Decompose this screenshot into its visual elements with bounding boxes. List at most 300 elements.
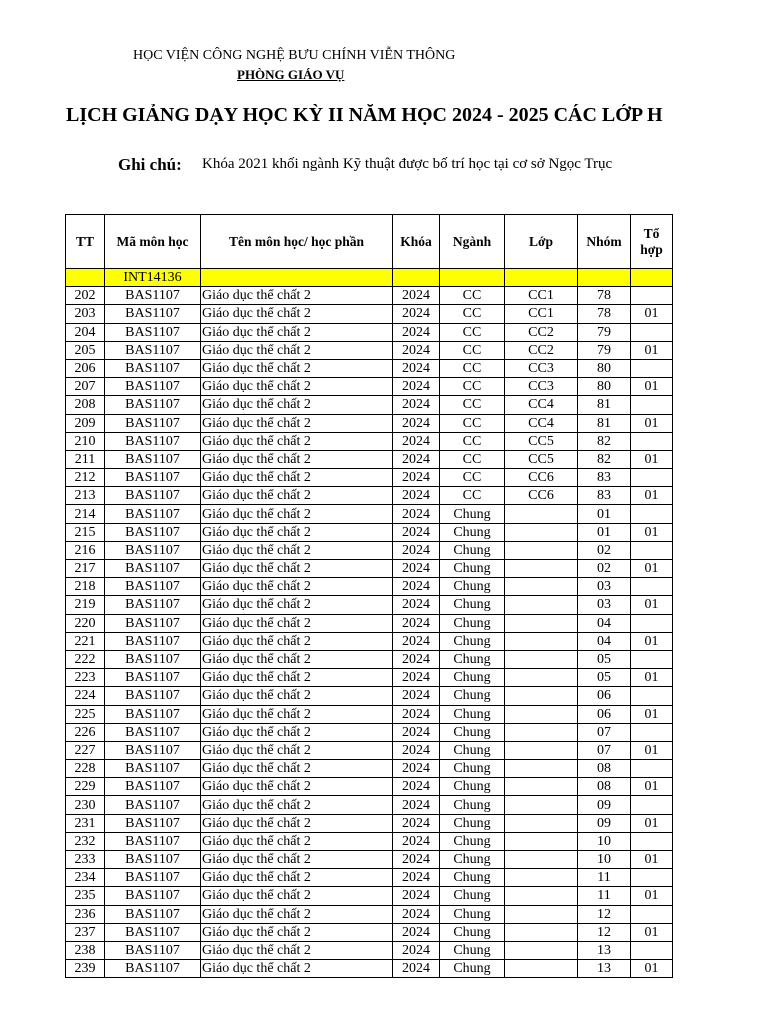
table-cell: 07 <box>578 741 631 759</box>
table-cell <box>631 650 673 668</box>
table-cell: 211 <box>66 450 105 468</box>
table-cell <box>631 541 673 559</box>
table-cell: CC <box>440 469 505 487</box>
table-cell: 230 <box>66 796 105 814</box>
table-cell: 222 <box>66 650 105 668</box>
table-cell <box>66 269 105 287</box>
table-cell: Chung <box>440 687 505 705</box>
table-cell: 221 <box>66 632 105 650</box>
table-cell: CC <box>440 396 505 414</box>
table-cell: Giáo dục thể chất 2 <box>201 760 393 778</box>
table-cell: 01 <box>631 705 673 723</box>
table-row <box>66 650 673 668</box>
table-cell: 02 <box>578 560 631 578</box>
highlight-row <box>66 269 673 287</box>
table-cell: 12 <box>578 923 631 941</box>
table-cell <box>631 687 673 705</box>
table-cell <box>631 396 673 414</box>
table-cell: CC5 <box>505 432 578 450</box>
table-cell <box>505 723 578 741</box>
table-cell <box>505 269 578 287</box>
table-cell: 82 <box>578 432 631 450</box>
table-cell: CC1 <box>505 305 578 323</box>
table-cell <box>505 832 578 850</box>
table-cell <box>505 523 578 541</box>
table-cell: 213 <box>66 487 105 505</box>
table-row <box>66 887 673 905</box>
table-cell: 205 <box>66 341 105 359</box>
table-row <box>66 323 673 341</box>
schedule-table <box>65 214 673 978</box>
table-cell: Chung <box>440 814 505 832</box>
table-cell: BAS1107 <box>105 614 201 632</box>
table-cell: 219 <box>66 596 105 614</box>
table-cell: 223 <box>66 669 105 687</box>
table-cell: BAS1107 <box>105 632 201 650</box>
table-row <box>66 614 673 632</box>
table-cell: 01 <box>631 596 673 614</box>
table-cell: Giáo dục thể chất 2 <box>201 341 393 359</box>
table-cell: 237 <box>66 923 105 941</box>
table-cell: 01 <box>631 523 673 541</box>
table-cell: 11 <box>578 869 631 887</box>
table-cell: Chung <box>440 887 505 905</box>
table-cell: BAS1107 <box>105 851 201 869</box>
table-cell: Chung <box>440 760 505 778</box>
table-cell: Chung <box>440 723 505 741</box>
table-cell <box>631 723 673 741</box>
table-cell: 2024 <box>393 560 440 578</box>
table-cell: 2024 <box>393 650 440 668</box>
table-cell: Giáo dục thể chất 2 <box>201 378 393 396</box>
table-cell <box>631 905 673 923</box>
table-cell <box>631 832 673 850</box>
table-cell: Chung <box>440 778 505 796</box>
table-cell: 214 <box>66 505 105 523</box>
table-cell <box>578 269 631 287</box>
table-cell: BAS1107 <box>105 669 201 687</box>
table-cell: 01 <box>631 341 673 359</box>
table-cell: BAS1107 <box>105 414 201 432</box>
table-row <box>66 923 673 941</box>
table-cell: 03 <box>578 578 631 596</box>
table-cell: 01 <box>631 778 673 796</box>
table-row <box>66 869 673 887</box>
table-row <box>66 414 673 432</box>
table-cell: Chung <box>440 578 505 596</box>
table-cell: Chung <box>440 796 505 814</box>
table-cell: 12 <box>578 905 631 923</box>
table-row <box>66 396 673 414</box>
table-cell: 01 <box>631 450 673 468</box>
table-cell: 10 <box>578 832 631 850</box>
table-cell <box>505 632 578 650</box>
table-cell: Chung <box>440 650 505 668</box>
table-cell: CC <box>440 287 505 305</box>
table-cell: 231 <box>66 814 105 832</box>
table-cell: 01 <box>631 414 673 432</box>
table-cell: BAS1107 <box>105 523 201 541</box>
table-cell: Giáo dục thể chất 2 <box>201 450 393 468</box>
table-cell: 05 <box>578 669 631 687</box>
table-cell: Chung <box>440 905 505 923</box>
table-cell: BAS1107 <box>105 396 201 414</box>
table-cell <box>505 705 578 723</box>
table-cell: 83 <box>578 487 631 505</box>
table-cell <box>505 778 578 796</box>
table-cell: BAS1107 <box>105 359 201 377</box>
table-cell: 01 <box>631 305 673 323</box>
table-cell: 2024 <box>393 869 440 887</box>
table-cell: Giáo dục thể chất 2 <box>201 432 393 450</box>
column-header: Tên môn học/ học phần <box>201 215 393 269</box>
table-cell: CC5 <box>505 450 578 468</box>
table-row <box>66 814 673 832</box>
table-cell: 13 <box>578 941 631 959</box>
table-cell <box>631 505 673 523</box>
table-cell: 08 <box>578 760 631 778</box>
table-cell: 2024 <box>393 396 440 414</box>
table-cell: 227 <box>66 741 105 759</box>
table-cell: 01 <box>631 560 673 578</box>
table-cell: BAS1107 <box>105 287 201 305</box>
table-cell: BAS1107 <box>105 760 201 778</box>
table-cell: Giáo dục thể chất 2 <box>201 814 393 832</box>
table-cell <box>631 469 673 487</box>
table-cell: 233 <box>66 851 105 869</box>
table-cell: 2024 <box>393 432 440 450</box>
table-cell: Giáo dục thể chất 2 <box>201 632 393 650</box>
table-cell: CC4 <box>505 414 578 432</box>
table-cell <box>505 578 578 596</box>
table-cell: BAS1107 <box>105 487 201 505</box>
table-row <box>66 359 673 377</box>
table-cell <box>440 269 505 287</box>
table-cell: 2024 <box>393 359 440 377</box>
table-cell: Chung <box>440 960 505 978</box>
table-cell <box>631 614 673 632</box>
table-cell <box>505 741 578 759</box>
table-cell: 05 <box>578 650 631 668</box>
table-cell: BAS1107 <box>105 832 201 850</box>
table-row <box>66 432 673 450</box>
table-row <box>66 796 673 814</box>
column-header: Nhóm <box>578 215 631 269</box>
table-cell: 11 <box>578 887 631 905</box>
table-cell: 82 <box>578 450 631 468</box>
table-cell: 2024 <box>393 905 440 923</box>
table-cell: 228 <box>66 760 105 778</box>
table-cell: 2024 <box>393 851 440 869</box>
table-cell: Giáo dục thể chất 2 <box>201 650 393 668</box>
table-cell: Giáo dục thể chất 2 <box>201 923 393 941</box>
table-cell <box>505 814 578 832</box>
table-cell: Giáo dục thể chất 2 <box>201 851 393 869</box>
table-cell: 2024 <box>393 450 440 468</box>
table-cell: Giáo dục thể chất 2 <box>201 487 393 505</box>
table-cell: Chung <box>440 632 505 650</box>
table-cell <box>631 941 673 959</box>
table-cell: Giáo dục thể chất 2 <box>201 396 393 414</box>
table-row <box>66 851 673 869</box>
table-cell: 236 <box>66 905 105 923</box>
table-cell: Chung <box>440 869 505 887</box>
table-cell: Giáo dục thể chất 2 <box>201 705 393 723</box>
table-cell <box>631 323 673 341</box>
table-row <box>66 541 673 559</box>
table-cell: BAS1107 <box>105 596 201 614</box>
table-header-row <box>66 215 673 269</box>
table-cell: 2024 <box>393 614 440 632</box>
table-cell: 80 <box>578 378 631 396</box>
table-cell: Giáo dục thể chất 2 <box>201 741 393 759</box>
table-cell <box>631 869 673 887</box>
table-cell: Giáo dục thể chất 2 <box>201 323 393 341</box>
table-cell <box>505 541 578 559</box>
table-cell: 02 <box>578 541 631 559</box>
table-cell: 2024 <box>393 287 440 305</box>
table-row <box>66 469 673 487</box>
table-cell: 2024 <box>393 687 440 705</box>
table-row <box>66 687 673 705</box>
table-cell: CC4 <box>505 396 578 414</box>
table-cell: 2024 <box>393 669 440 687</box>
table-cell: Giáo dục thể chất 2 <box>201 541 393 559</box>
table-cell: 13 <box>578 960 631 978</box>
table-cell: 239 <box>66 960 105 978</box>
table-cell: Giáo dục thể chất 2 <box>201 687 393 705</box>
table-cell <box>631 578 673 596</box>
table-cell: 80 <box>578 359 631 377</box>
table-cell: BAS1107 <box>105 378 201 396</box>
table-cell <box>505 960 578 978</box>
table-cell: Chung <box>440 741 505 759</box>
table-cell: 2024 <box>393 705 440 723</box>
table-cell: Chung <box>440 541 505 559</box>
table-cell: 2024 <box>393 487 440 505</box>
table-cell: Giáo dục thể chất 2 <box>201 778 393 796</box>
table-cell: 225 <box>66 705 105 723</box>
table-cell: BAS1107 <box>105 687 201 705</box>
table-cell: Giáo dục thể chất 2 <box>201 560 393 578</box>
table-cell <box>393 269 440 287</box>
table-cell: 01 <box>631 632 673 650</box>
table-row <box>66 305 673 323</box>
table-cell: BAS1107 <box>105 450 201 468</box>
table-cell: 235 <box>66 887 105 905</box>
table-row <box>66 341 673 359</box>
table-cell: 2024 <box>393 814 440 832</box>
table-cell: 01 <box>631 487 673 505</box>
table-cell: BAS1107 <box>105 469 201 487</box>
table-cell: CC <box>440 323 505 341</box>
table-cell <box>505 560 578 578</box>
table-cell: 81 <box>578 414 631 432</box>
table-cell: Giáo dục thể chất 2 <box>201 905 393 923</box>
table-cell: 01 <box>631 923 673 941</box>
table-cell: 2024 <box>393 796 440 814</box>
table-row <box>66 487 673 505</box>
table-cell: BAS1107 <box>105 541 201 559</box>
table-cell: BAS1107 <box>105 432 201 450</box>
table-cell: Giáo dục thể chất 2 <box>201 669 393 687</box>
table-cell: 01 <box>631 378 673 396</box>
table-cell: Chung <box>440 832 505 850</box>
table-cell: Chung <box>440 505 505 523</box>
table-cell: CC3 <box>505 359 578 377</box>
table-cell: 210 <box>66 432 105 450</box>
table-cell: 04 <box>578 632 631 650</box>
table-cell: 202 <box>66 287 105 305</box>
table-cell: 79 <box>578 341 631 359</box>
table-cell <box>631 287 673 305</box>
table-row <box>66 578 673 596</box>
table-cell: 2024 <box>393 414 440 432</box>
table-cell: 216 <box>66 541 105 559</box>
table-cell: 2024 <box>393 760 440 778</box>
table-cell: BAS1107 <box>105 723 201 741</box>
table-cell: CC <box>440 450 505 468</box>
table-cell <box>505 687 578 705</box>
table-cell: 01 <box>578 523 631 541</box>
table-cell: BAS1107 <box>105 341 201 359</box>
table-row <box>66 632 673 650</box>
table-cell: 2024 <box>393 341 440 359</box>
table-cell: BAS1107 <box>105 650 201 668</box>
table-cell: CC <box>440 487 505 505</box>
table-cell: BAS1107 <box>105 869 201 887</box>
table-cell: 78 <box>578 305 631 323</box>
table-cell: Giáo dục thể chất 2 <box>201 887 393 905</box>
table-row <box>66 505 673 523</box>
table-cell: 207 <box>66 378 105 396</box>
note-label: Ghi chú: <box>118 155 182 174</box>
table-cell: Giáo dục thể chất 2 <box>201 505 393 523</box>
table-cell: CC2 <box>505 341 578 359</box>
table-cell: BAS1107 <box>105 923 201 941</box>
table-cell <box>505 887 578 905</box>
table-cell: BAS1107 <box>105 741 201 759</box>
table-cell: Giáo dục thể chất 2 <box>201 960 393 978</box>
table-row <box>66 760 673 778</box>
table-cell <box>505 596 578 614</box>
table-cell: Giáo dục thể chất 2 <box>201 469 393 487</box>
table-cell: BAS1107 <box>105 960 201 978</box>
table-cell: 78 <box>578 287 631 305</box>
table-cell <box>631 269 673 287</box>
table-cell: 226 <box>66 723 105 741</box>
table-cell: 238 <box>66 941 105 959</box>
table-cell: CC <box>440 378 505 396</box>
table-cell: 209 <box>66 414 105 432</box>
column-header: Ngành <box>440 215 505 269</box>
table-cell <box>505 905 578 923</box>
table-cell: 2024 <box>393 723 440 741</box>
table-cell: BAS1107 <box>105 796 201 814</box>
table-row <box>66 723 673 741</box>
table-cell: 229 <box>66 778 105 796</box>
table-cell: 232 <box>66 832 105 850</box>
table-cell: Chung <box>440 523 505 541</box>
table-cell: Giáo dục thể chất 2 <box>201 287 393 305</box>
table-cell <box>505 796 578 814</box>
table-cell: 2024 <box>393 323 440 341</box>
table-cell: CC <box>440 414 505 432</box>
table-row <box>66 705 673 723</box>
table-cell: 79 <box>578 323 631 341</box>
table-cell: 212 <box>66 469 105 487</box>
table-cell <box>631 359 673 377</box>
table-cell: Giáo dục thể chất 2 <box>201 614 393 632</box>
table-cell: 09 <box>578 814 631 832</box>
table-cell: 224 <box>66 687 105 705</box>
table-cell: Giáo dục thể chất 2 <box>201 523 393 541</box>
table-cell: 2024 <box>393 741 440 759</box>
note-text: Khóa 2021 khối ngành Kỹ thuật được bố trí học tại cơ sở Ngọc Trục <box>202 156 613 172</box>
table-cell: 2024 <box>393 632 440 650</box>
table-cell <box>505 851 578 869</box>
table-cell: Giáo dục thể chất 2 <box>201 305 393 323</box>
table-cell: 203 <box>66 305 105 323</box>
table-cell: 06 <box>578 705 631 723</box>
table-cell: BAS1107 <box>105 305 201 323</box>
table-cell <box>505 614 578 632</box>
table-cell <box>631 432 673 450</box>
table-row <box>66 287 673 305</box>
table-cell: Chung <box>440 705 505 723</box>
table-cell <box>201 269 393 287</box>
table-row <box>66 450 673 468</box>
table-cell <box>505 505 578 523</box>
table-cell: 01 <box>631 960 673 978</box>
table-row <box>66 596 673 614</box>
table-cell: 81 <box>578 396 631 414</box>
table-cell: Chung <box>440 851 505 869</box>
table-cell <box>505 760 578 778</box>
column-header: TT <box>66 215 105 269</box>
table-cell: BAS1107 <box>105 814 201 832</box>
table-cell: CC <box>440 359 505 377</box>
table-cell: 220 <box>66 614 105 632</box>
table-cell: 83 <box>578 469 631 487</box>
table-cell: 03 <box>578 596 631 614</box>
table-cell: Giáo dục thể chất 2 <box>201 359 393 377</box>
table-cell: BAS1107 <box>105 887 201 905</box>
institute-name: HỌC VIỆN CÔNG NGHỆ BƯU CHÍNH VIỄN THÔNG <box>133 48 456 63</box>
table-cell: 2024 <box>393 778 440 796</box>
table-cell: 01 <box>631 887 673 905</box>
table-row <box>66 523 673 541</box>
table-cell: 2024 <box>393 378 440 396</box>
table-cell: 09 <box>578 796 631 814</box>
table-row <box>66 941 673 959</box>
table-cell: 06 <box>578 687 631 705</box>
table-cell: Giáo dục thể chất 2 <box>201 723 393 741</box>
table-cell: 2024 <box>393 832 440 850</box>
table-cell: Chung <box>440 614 505 632</box>
table-cell: BAS1107 <box>105 578 201 596</box>
page-title: LỊCH GIẢNG DẠY HỌC KỲ II NĂM HỌC 2024 - 2025 CÁC LỚP H <box>66 104 663 126</box>
table-cell: BAS1107 <box>105 323 201 341</box>
table-cell: 2024 <box>393 596 440 614</box>
table-cell: 2024 <box>393 469 440 487</box>
table-cell: Chung <box>440 596 505 614</box>
column-header: Mã môn học <box>105 215 201 269</box>
table-cell: 01 <box>631 814 673 832</box>
table-row <box>66 378 673 396</box>
table-cell: 01 <box>578 505 631 523</box>
table-cell: BAS1107 <box>105 905 201 923</box>
